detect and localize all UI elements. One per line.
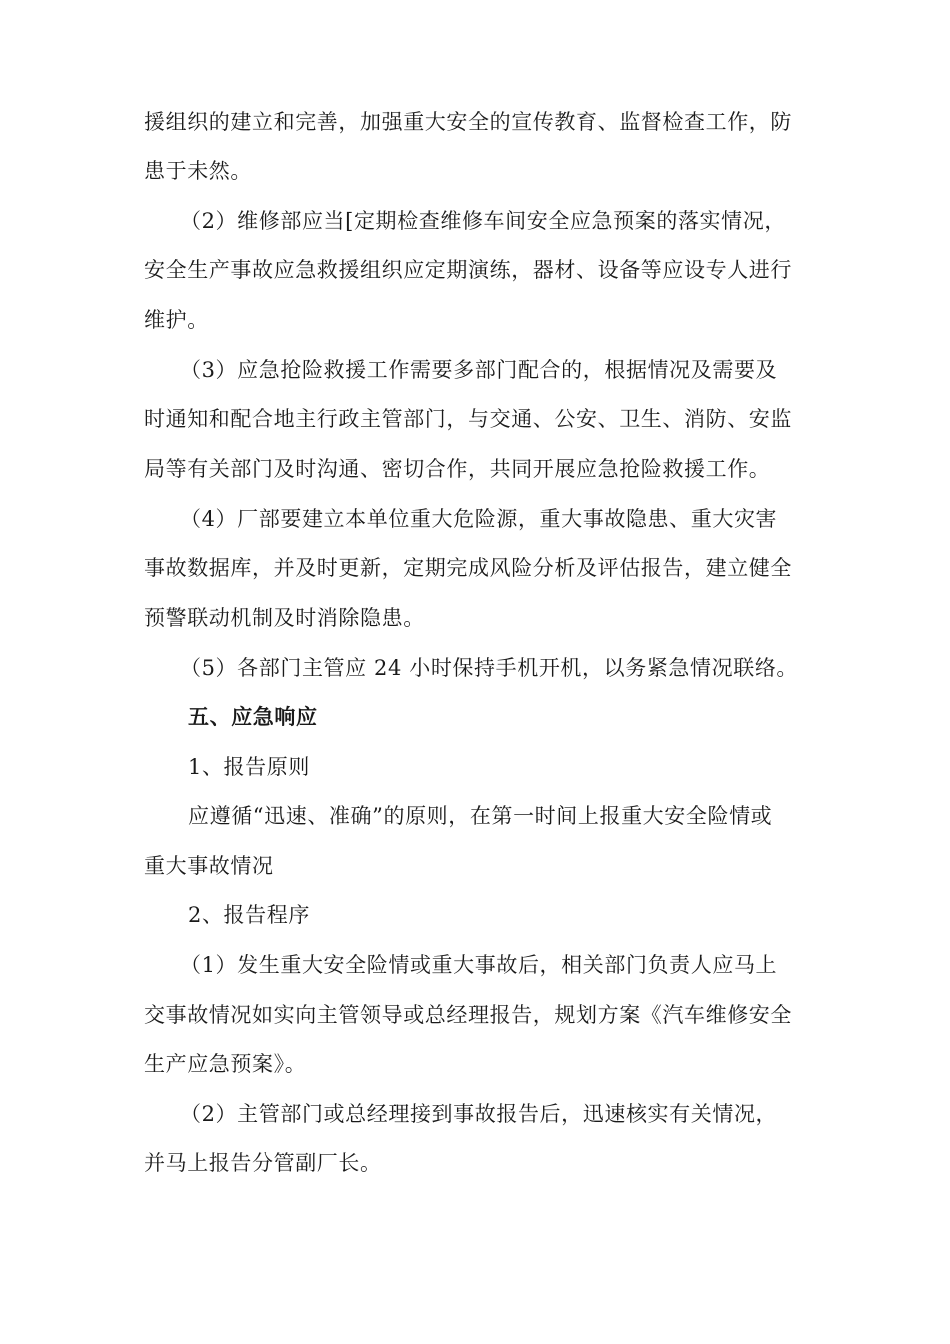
body-text-line: 局等有关部门及时沟通、密切合作，共同开展应急抢险救援工作。 xyxy=(144,457,771,481)
list-item-line: （5）各部门主管应 24 小时保持手机开机，以务紧急情况联络。 xyxy=(180,656,799,680)
body-text-line: 患于未然。 xyxy=(144,159,252,183)
body-text-line: 援组织的建立和完善，加强重大安全的宣传教育、监督检查工作，防 xyxy=(144,110,792,134)
body-text-line: 交事故情况如实向主管领导或总经理报告，规划方案《汽车维修安全 xyxy=(144,1003,792,1027)
body-text-line: 生产应急预案》。 xyxy=(144,1052,307,1076)
list-item-line: （2）主管部门或总经理接到事故报告后，迅速核实有关情况， xyxy=(180,1102,778,1126)
list-item-line: （4）厂部要建立本单位重大危险源，重大事故隐患、重大灾害 xyxy=(180,507,778,531)
section-heading: 五、应急响应 xyxy=(188,704,318,729)
subsection-heading: 2、报告程序 xyxy=(188,903,310,927)
subsection-heading: 1、报告原则 xyxy=(188,755,310,779)
body-text-line: 时通知和配合地主行政主管部门，与交通、公安、卫生、消防、安监 xyxy=(144,407,792,431)
list-item-line: （3）应急抢险救援工作需要多部门配合的，根据情况及需要及 xyxy=(180,358,778,382)
body-text-line: 应遵循“迅速、准确”的原则，在第一时间上报重大安全险情或 xyxy=(188,804,773,828)
list-item-line: （1）发生重大安全险情或重大事故后，相关部门负责人应马上 xyxy=(180,953,778,977)
body-text-line: 事故数据库，并及时更新，定期完成风险分析及评估报告，建立健全 xyxy=(144,556,792,580)
body-text-line: 并马上报告分管副厂长。 xyxy=(144,1151,382,1175)
body-text-line: 安全生产事故应急救援组织应定期演练，器材、设备等应设专人进行 xyxy=(144,258,792,282)
body-text-line: 维护。 xyxy=(144,308,209,332)
body-text-line: 预警联动机制及时消除隐患。 xyxy=(144,606,425,630)
body-text-line: 重大事故情况 xyxy=(144,854,274,878)
list-item-line: （2）维修部应当[定期检查维修车间安全应急预案的落实情况， xyxy=(180,209,786,233)
